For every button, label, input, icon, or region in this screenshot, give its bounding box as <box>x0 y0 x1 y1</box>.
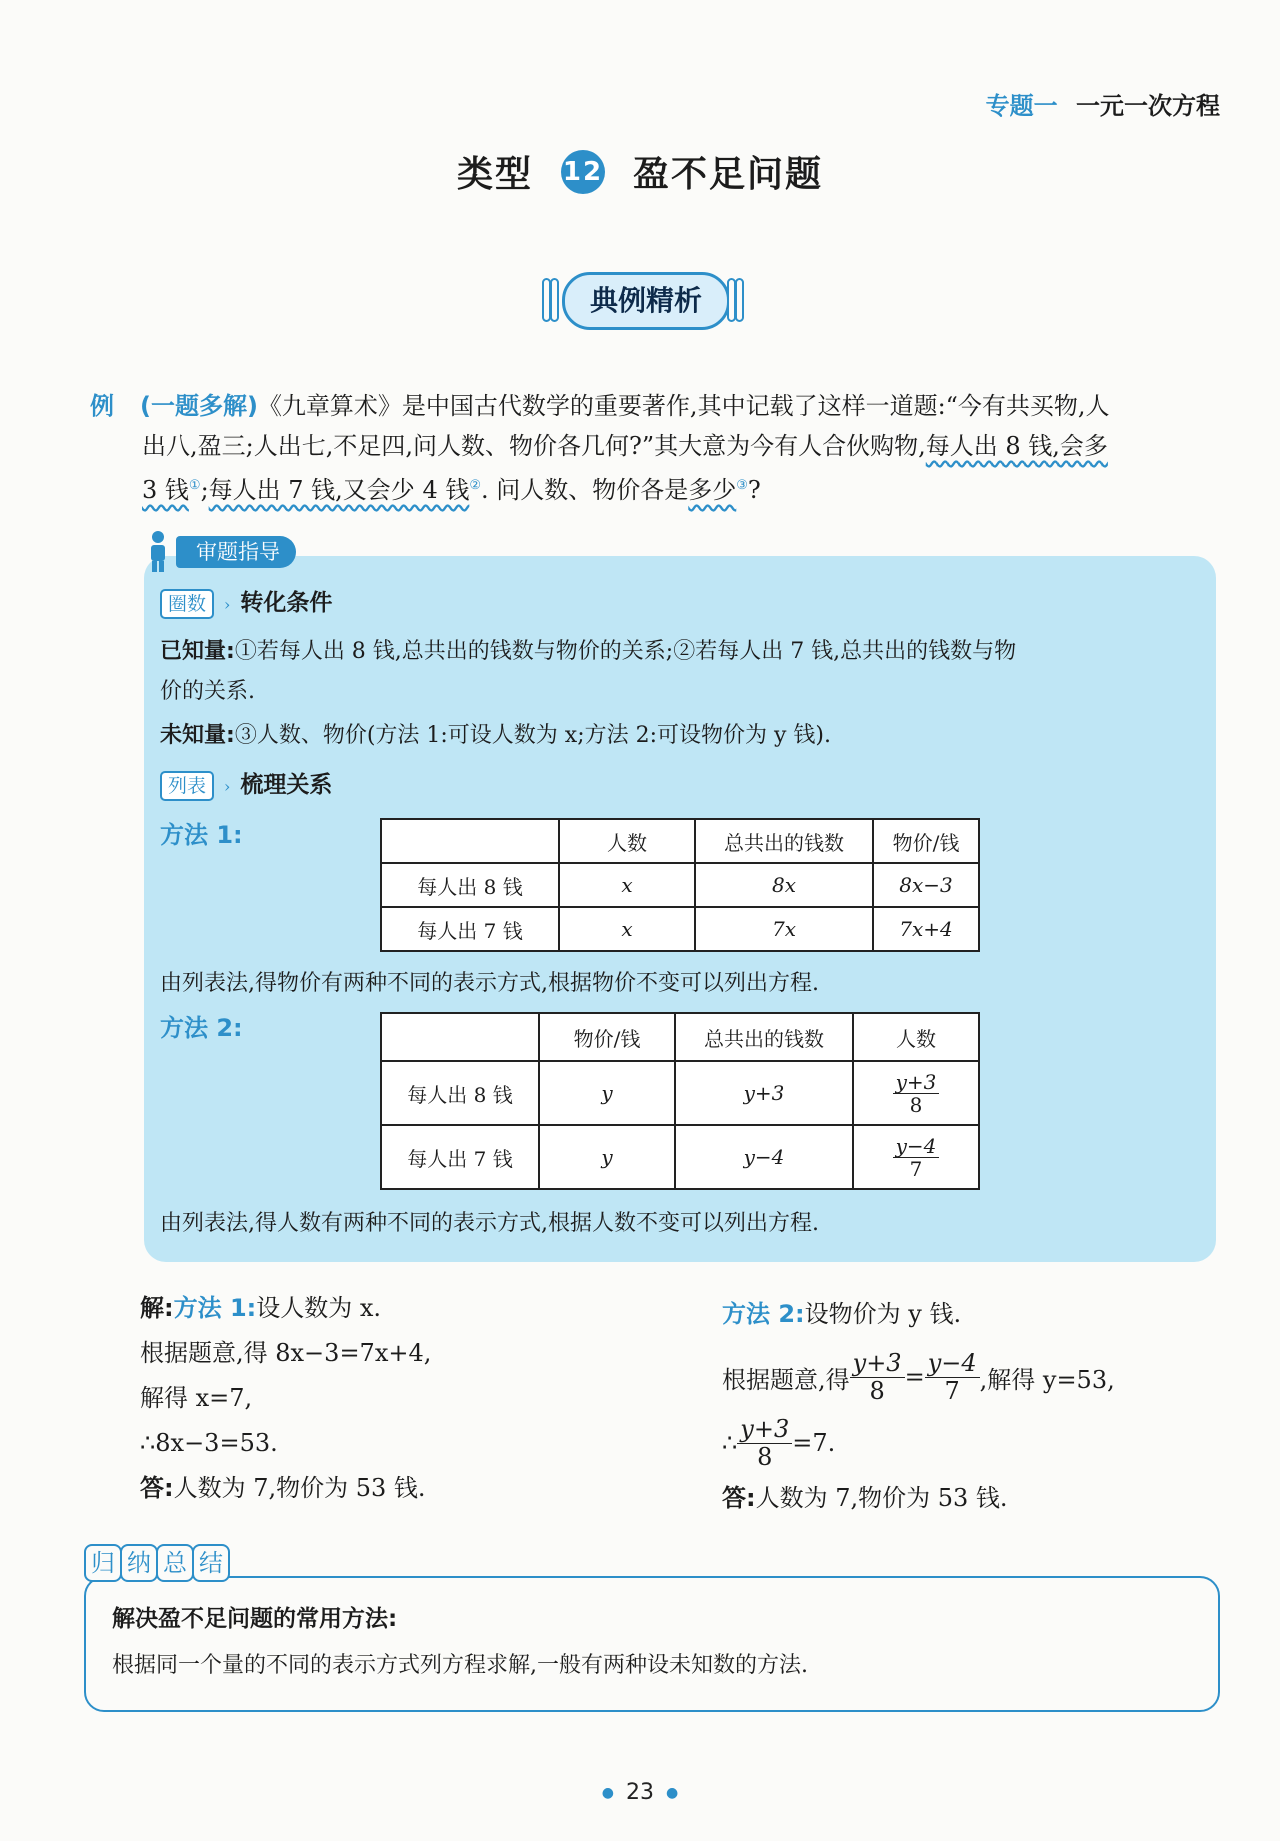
table-cell: 8x−3 <box>873 863 979 907</box>
sol2-text-3b: =7. <box>792 1429 836 1457</box>
fraction-denominator: 7 <box>909 1156 923 1181</box>
table-cell: 7x <box>695 907 873 951</box>
mark-3: ③ <box>736 478 748 493</box>
fraction-denominator: 8 <box>757 1442 773 1471</box>
table-row <box>381 863 979 907</box>
known-line-2: 价的关系. <box>160 679 255 704</box>
summary-tag-char: 归 <box>84 1544 122 1582</box>
example-tag: (一题多解) <box>140 392 258 420</box>
dot-icon: ● <box>666 1785 679 1801</box>
summary-tag-char: 纳 <box>120 1544 158 1582</box>
sol1-line-3: 解得 x=7, <box>140 1384 253 1412</box>
sol2-text-1: 设物价为 y 钱. <box>804 1300 962 1328</box>
example-text-1: 《九章算术》是中国古代数学的重要著作,其中记载了这样一道题:“今有共买物,人 <box>257 392 1110 420</box>
table-row <box>381 1061 979 1125</box>
therefore-sign: ∴ <box>722 1429 738 1457</box>
summary-heading: 解决盈不足问题的常用方法: <box>112 1606 398 1632</box>
table-header-cell: 物价/钱 <box>539 1013 675 1061</box>
known-label: 已知量: <box>160 639 235 664</box>
sol1-line-1 <box>140 1286 431 1331</box>
table-cell: 8x <box>695 863 873 907</box>
answer-label: 答: <box>140 1474 174 1502</box>
solution-label: 解: <box>140 1294 174 1322</box>
fraction-numerator: y+3 <box>850 1350 905 1377</box>
step2-label: 梳理关系 <box>240 772 333 798</box>
banner-stripe-icon <box>550 278 559 322</box>
example-problem <box>90 386 1230 510</box>
example-text-2a: 出八,盈三;人出七,不足四,问人数、物价各几何?”其大意为今有人合伙购物, <box>142 432 926 460</box>
example-banner <box>538 272 748 328</box>
fraction-numerator: y−4 <box>893 1135 940 1158</box>
example-line-1 <box>90 386 1230 426</box>
dot-icon: ● <box>601 1785 614 1801</box>
table-header-row <box>381 1013 979 1061</box>
method1-table <box>380 818 980 952</box>
sol1-method-label: 方法 1: <box>173 1294 257 1322</box>
method2-label: 方法 2: <box>160 1014 243 1042</box>
step1-heading <box>160 584 332 619</box>
banner-stripe-icon <box>735 278 744 322</box>
table-cell: y−4 <box>675 1125 853 1189</box>
sol2-line-1 <box>722 1294 1115 1344</box>
step2-heading <box>160 766 332 801</box>
example-text-3d: . 问人数、物价各是 <box>481 476 689 504</box>
banner-label: 典例精析 <box>562 272 730 330</box>
example-text-2b: 每人出 8 钱,会多 <box>925 432 1108 460</box>
solution-method2 <box>722 1294 1115 1513</box>
table-cell: x <box>559 907 695 951</box>
method2-note: 由列表法,得人数有两种不同的表示方式,根据人数不变可以列出方程. <box>160 1211 819 1236</box>
fraction <box>893 1071 940 1116</box>
fraction-numerator: y+3 <box>893 1071 940 1094</box>
summary-text: 根据同一个量的不同的表示方式列方程求解,一般有两种设未知数的方法. <box>112 1653 808 1678</box>
example-text-3b: ; <box>200 476 209 504</box>
table-header-cell <box>381 819 559 863</box>
chip-table: 列表 <box>160 771 214 801</box>
table-row <box>381 907 979 951</box>
sol1-text-1: 设人数为 x. <box>256 1294 382 1322</box>
table-header-cell: 人数 <box>853 1013 979 1061</box>
table-row <box>381 1125 979 1189</box>
table-cell: 7x+4 <box>873 907 979 951</box>
sol2-text-2a: 根据题意,得 <box>722 1365 850 1394</box>
mark-2: ② <box>469 478 481 493</box>
known-line-1 <box>160 632 1210 672</box>
title-prefix: 类型 <box>456 154 533 195</box>
sol1-answer <box>140 1466 431 1511</box>
table-cell: 每人出 8 钱 <box>381 1061 539 1125</box>
page-footer <box>0 1780 1280 1805</box>
unknown-text: ③人数、物价(方法 1:可设人数为 x;方法 2:可设物价为 y 钱). <box>234 723 832 748</box>
chip-arrow-icon: › <box>224 595 231 614</box>
example-text-3f: ? <box>747 476 761 504</box>
sol2-line-3 <box>722 1410 1115 1476</box>
sol2-answer-text: 人数为 7,物价为 53 钱. <box>755 1484 1008 1512</box>
answer-label: 答: <box>722 1484 756 1512</box>
fraction-denominator: 7 <box>944 1376 960 1405</box>
summary-box <box>84 1576 1220 1712</box>
unknown-line <box>160 716 1210 756</box>
table-header-cell: 总共出的钱数 <box>675 1013 853 1061</box>
table-header-cell <box>381 1013 539 1061</box>
known-block <box>160 632 1210 756</box>
sol1-line-4: ∴8x−3=53. <box>140 1429 278 1457</box>
summary-tag-char: 总 <box>156 1544 194 1582</box>
example-label: 例 <box>90 392 114 420</box>
guide-tag: 审题指导 <box>176 536 296 568</box>
table-cell: x <box>559 863 695 907</box>
type-number-badge: 12 <box>561 150 605 194</box>
chip-circle-numbers: 圈数 <box>160 589 214 619</box>
fraction-numerator: y−4 <box>925 1350 980 1377</box>
sol2-text-2b: ,解得 y=53, <box>979 1365 1115 1394</box>
fraction-denominator: 8 <box>909 1092 923 1117</box>
example-text-3c: 每人出 7 钱,又会少 4 钱 <box>208 476 470 504</box>
unknown-label: 未知量: <box>160 723 235 748</box>
fraction <box>893 1135 940 1180</box>
method1-note: 由列表法,得物价有两种不同的表示方式,根据物价不变可以列出方程. <box>160 971 819 996</box>
equals-sign: = <box>904 1363 925 1391</box>
fraction <box>850 1350 905 1404</box>
section-label: 专题一 <box>985 92 1058 120</box>
method2-table <box>380 1012 980 1190</box>
solution-method1 <box>140 1286 431 1511</box>
step1-label: 转化条件 <box>240 590 333 616</box>
table-cell <box>853 1061 979 1125</box>
table-cell: y <box>539 1125 675 1189</box>
table-cell: 每人出 7 钱 <box>381 1125 539 1189</box>
chip-arrow-icon: › <box>224 777 231 796</box>
method1-label: 方法 1: <box>160 821 243 849</box>
summary-tag-char: 结 <box>192 1544 230 1582</box>
example-text-3e: 多少 <box>688 476 737 504</box>
teacher-icon <box>146 530 170 572</box>
table-cell <box>853 1125 979 1189</box>
page-title <box>0 146 1280 198</box>
chapter-title: 一元一次方程 <box>1076 92 1220 120</box>
table-cell: 每人出 7 钱 <box>381 907 559 951</box>
summary-tag <box>84 1544 228 1582</box>
example-line-2 <box>90 426 1230 466</box>
page-number: 23 <box>626 1780 654 1805</box>
known-text-1: ①若每人出 8 钱,总共出的钱数与物价的关系;②若每人出 7 钱,总共出的钱数与物 <box>234 639 1017 664</box>
sol2-method-label: 方法 2: <box>722 1300 805 1328</box>
table-header-cell: 人数 <box>559 819 695 863</box>
table-cell: y+3 <box>675 1061 853 1125</box>
running-header <box>986 86 1220 121</box>
table-header-row <box>381 819 979 863</box>
mark-1: ① <box>188 478 201 493</box>
table-cell: y <box>539 1061 675 1125</box>
fraction-denominator: 8 <box>869 1376 885 1405</box>
title-text: 盈不足问题 <box>633 154 824 195</box>
sol1-answer-text: 人数为 7,物价为 53 钱. <box>173 1474 426 1502</box>
fraction-numerator: y+3 <box>737 1416 792 1443</box>
table-header-cell: 物价/钱 <box>873 819 979 863</box>
table-header-cell: 总共出的钱数 <box>695 819 873 863</box>
sol2-line-2 <box>722 1344 1115 1410</box>
fraction <box>737 1416 792 1470</box>
table-cell: 每人出 8 钱 <box>381 863 559 907</box>
example-text-3a: 3 钱 <box>142 476 189 504</box>
sol1-line-2: 根据题意,得 8x−3=7x+4, <box>140 1339 432 1367</box>
sol2-answer <box>722 1478 1115 1513</box>
example-line-3 <box>90 466 1230 510</box>
fraction <box>925 1350 980 1404</box>
